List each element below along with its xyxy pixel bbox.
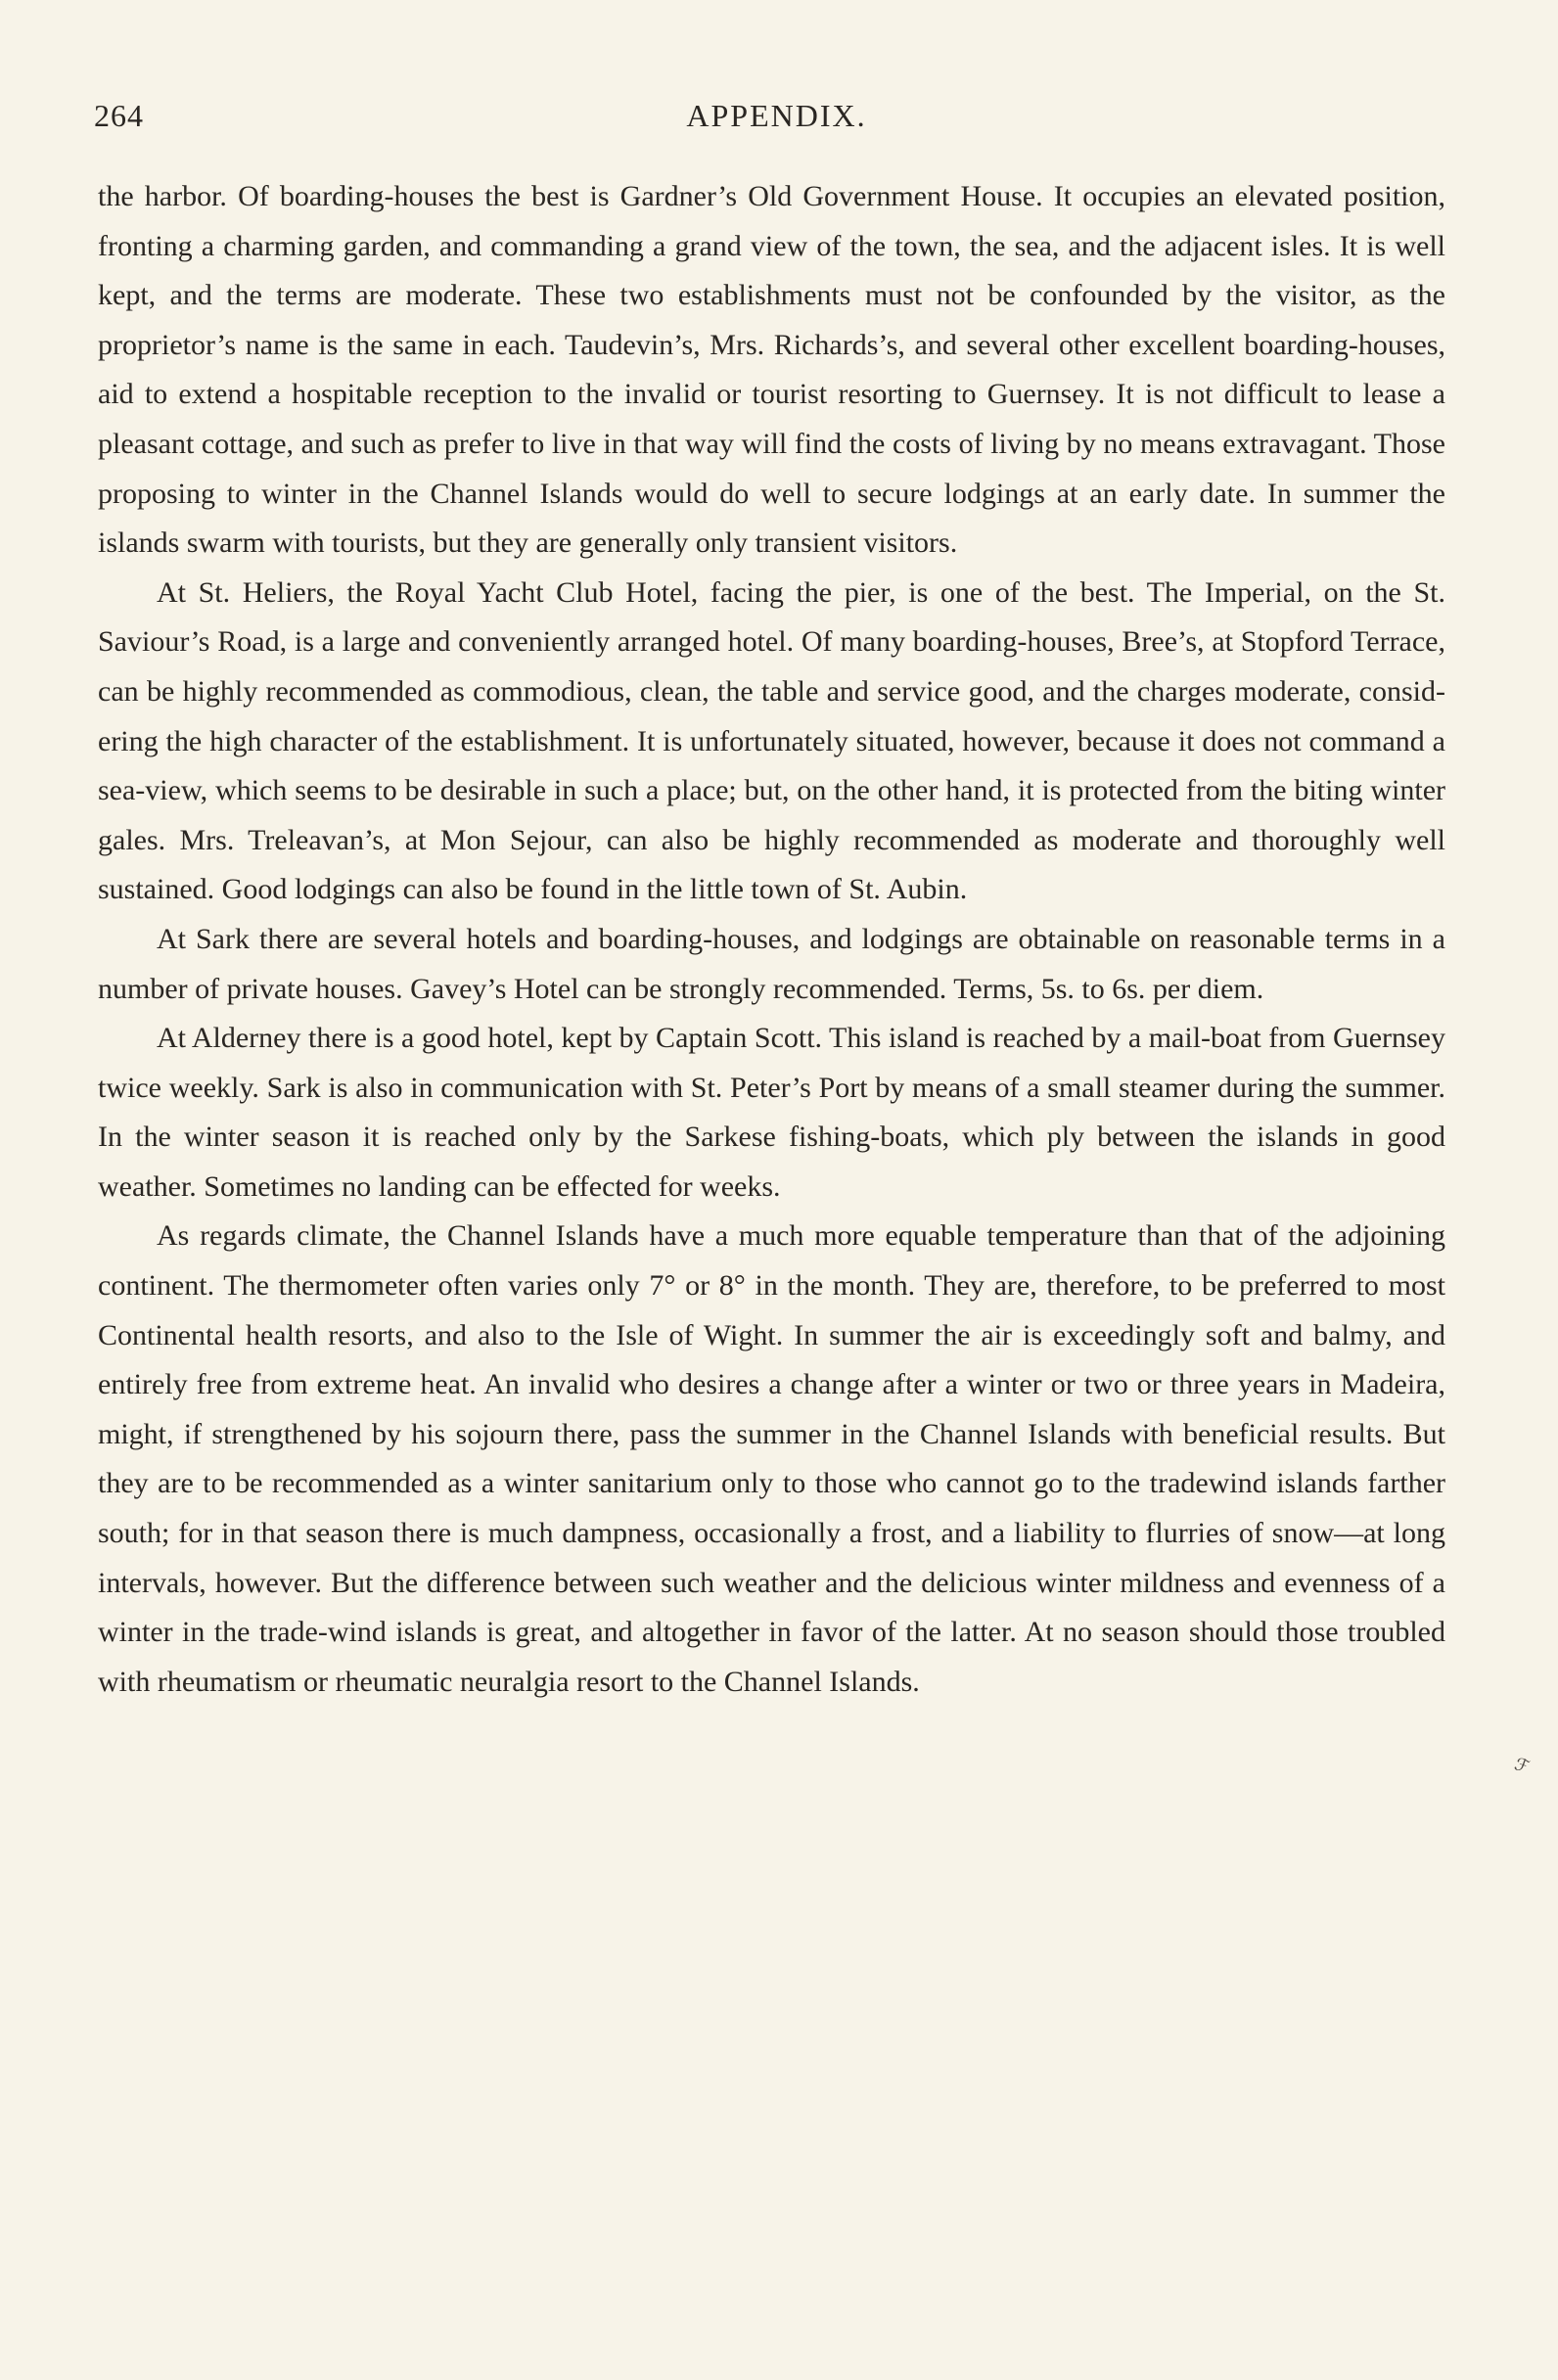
paragraph-alderney: At Alderney there is a good hotel, kept by Captain Scott. This island is reached by a mail-boat from Guernsey twice weekly. Sark is also in communication with St. Peter’s Port by means of a small steamer during the summer. In the winter season it is reached only by the Sarkese fishing-boats, which ply between the islands in good weather. Sometimes no landing can be effected for weeks. [98, 1022, 1445, 1203]
paragraph-sark: At Sark there are several hotels and boarding-houses, and lodgings are obtainable on reasonable terms in a number of private houses. Gavey’s Hotel can be strongly recommended. Terms, 5s. to 6s. per diem. [98, 922, 1445, 1005]
running-title: APPENDIX. [686, 98, 867, 133]
margin-mark: ℱ [1511, 1754, 1533, 1778]
page-number: 264 [94, 98, 144, 133]
paragraph-st-heliers: At St. Heliers, the Royal Yacht Club Hotel, facing the pier, is one of the best. The Imperial, on the St. Saviour’s Road, is a large and conveniently arranged hotel. Of many boarding-houses, Bree’s, at Stopford Terrace, can be highly recommended as commodious, clean, the table and service good, and the charges moderate, considering the high character of the establishment. It is unfortunately situated, however, because it does not command a sea-view, which seems to be desirable in such a place; but, on the other hand, it is protected from the biting winter gales. Mrs. Treleavan’s, at Mon Sejour, can also be highly recommended as moderate and thoroughly well sustained. Good lodgings can also be found in the little town of St. Aubin. [98, 575, 1445, 906]
paragraph-climate: As regards climate, the Channel Islands have a much more equable temperature than that of the adjoining continent. The thermometer often varies only 7° or 8° in the month. They are, therefore, to be preferred to most Continental health resorts, and also to the Isle of Wight. In summer the air is exceedingly soft and balmy, and entirely free from extreme heat. An invalid who desires a change after a winter or two or three years in Madeira, might, if strengthened by his sojourn there, pass the summer in the Channel Islands with beneficial results. But they are to be recommended as a winter sanitarium only to those who cannot go to the tradewind islands farther south; for in that season there is much dampness, occasionally a frost, and a liability to flurries of snow—at long intervals, however. But the difference between such weather and the delicious winter mildness and evenness of a winter in the trade-wind islands is great, and altogether in favor of the latter. At no season should those troubled with rheumatism or rheumatic neuralgia resort to the Channel Islands. [98, 1219, 1445, 1698]
running-head [94, 98, 1459, 145]
paragraph-harbor: the harbor. Of boarding-houses the best is Gardner’s Old Government House. It occupies an elevated position, fronting a charming garden, and commanding a grand view of the town, the sea, and the adjacent isles. It is well kept, and the terms are moderate. These two establishments must not be confounded by the visitor, as the proprietor’s name is the same in each. Taudevin’s, Mrs. Richards’s, and several other excellent boarding-houses, aid to extend a hospitable reception to the invalid or tourist resorting to Guernsey. It is not difficult to lease a pleasant cottage, and such as prefer to live in that way will find the costs of living by no means extravagant. Those proposing to winter in the Channel Islands would do well to secure lodgings at an early date. In summer the islands swarm with tourists, but they are generally only transient visitors. [98, 180, 1445, 560]
body-text [98, 172, 1445, 1707]
